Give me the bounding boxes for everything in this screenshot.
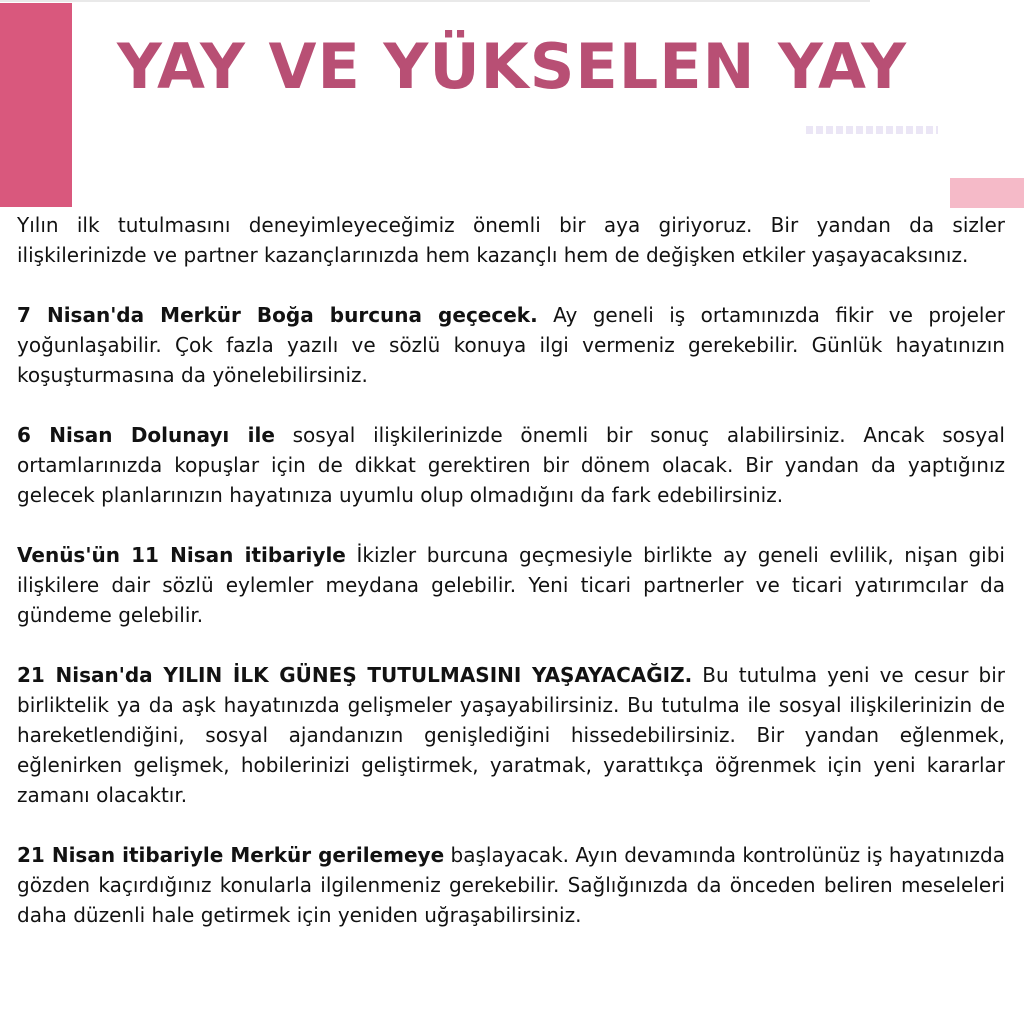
paragraph-text: Bu tutulma yeni ve cesur bir birliktelik ya da aşk hayatınızda gelişmeler yaşayabilirsiniz. Bu tutulma ile sosyal ilişkilerinizin de hareketlendiğini, sosyal ajandanızın genişlediğini hissedebilirsiniz. Bir yandan eğlenmek, eğlenirken gelişmek, hobilerinizi geliştirmek, yaratmak, yarattıkça öğrenmek için yeni kararlar zamanı olacaktır. [17,663,1005,807]
paragraph-heading: Venüs'ün 11 Nisan itibariyle [17,543,346,567]
paragraph-text: sosyal ilişkilerinizde önemli bir sonuç alabilirsiniz. Ancak sosyal ortamlarınızda kopuşlar için de dikkat gerektiren bir dönem olacak. Bir yandan da yaptığınız gelecek planlarınızın hayatınıza uyumlu olup olmadığını da fark edebilirsiniz. [17,423,1005,507]
paragraph-text: Yılın ilk tutulmasını deneyimleyeceğimiz önemli bir aya giriyoruz. Bir yandan da sizler ilişkilerinizde ve partner kazançlarınızda hem kazançlı hem de değişken etkiler yaşayacaksınız. [17,213,1005,267]
pink-accent-bar-left [0,3,72,207]
page-title: YAY VE YÜKSELEN YAY [117,30,907,103]
paragraph-mercury-retrograde [17,840,1005,930]
paragraph-heading: 7 Nisan'da Merkür Boğa burcuna geçecek. [17,303,538,327]
paragraph-heading: 21 Nisan itibariyle Merkür gerilemeye [17,843,445,867]
top-divider-line [0,0,870,2]
paragraph-text: İkizler burcuna geçmesiyle birlikte ay geneli evlilik, nişan gibi ilişkilere dair sözlü eylemler meydana gelebilir. Yeni ticari partnerler ve ticari yatırımcılar da gündeme gelebilir. [17,543,1005,627]
paragraph-mercury-taurus [17,300,1005,390]
paragraph-solar-eclipse [17,660,1005,810]
paragraph-text: başlayacak. Ayın devamında kontrolünüz iş hayatınızda gözden kaçırdığınız konularla ilgilenmeniz gerekebilir. Sağlığınızda da önceden beliren meseleleri daha düzenli hale getirmek için yeniden uğraşabilirsiniz. [17,843,1005,927]
faint-watermark [806,126,938,134]
paragraph-venus-gemini [17,540,1005,630]
article-body [17,210,1005,960]
paragraph-intro [17,210,1005,270]
pink-accent-bar-right [950,178,1024,208]
paragraph-text: Ay geneli iş ortamınızda fikir ve projeler yoğunlaşabilir. Çok fazla yazılı ve sözlü konuya ilgi vermeniz gerekebilir. Günlük hayatınızın koşuşturmasına da yönelebilirsiniz. [17,303,1005,387]
paragraph-heading: 21 Nisan'da YILIN İLK GÜNEŞ TUTULMASINI YAŞAYACAĞIZ. [17,663,693,687]
paragraph-heading: 6 Nisan Dolunayı ile [17,423,275,447]
paragraph-full-moon [17,420,1005,510]
